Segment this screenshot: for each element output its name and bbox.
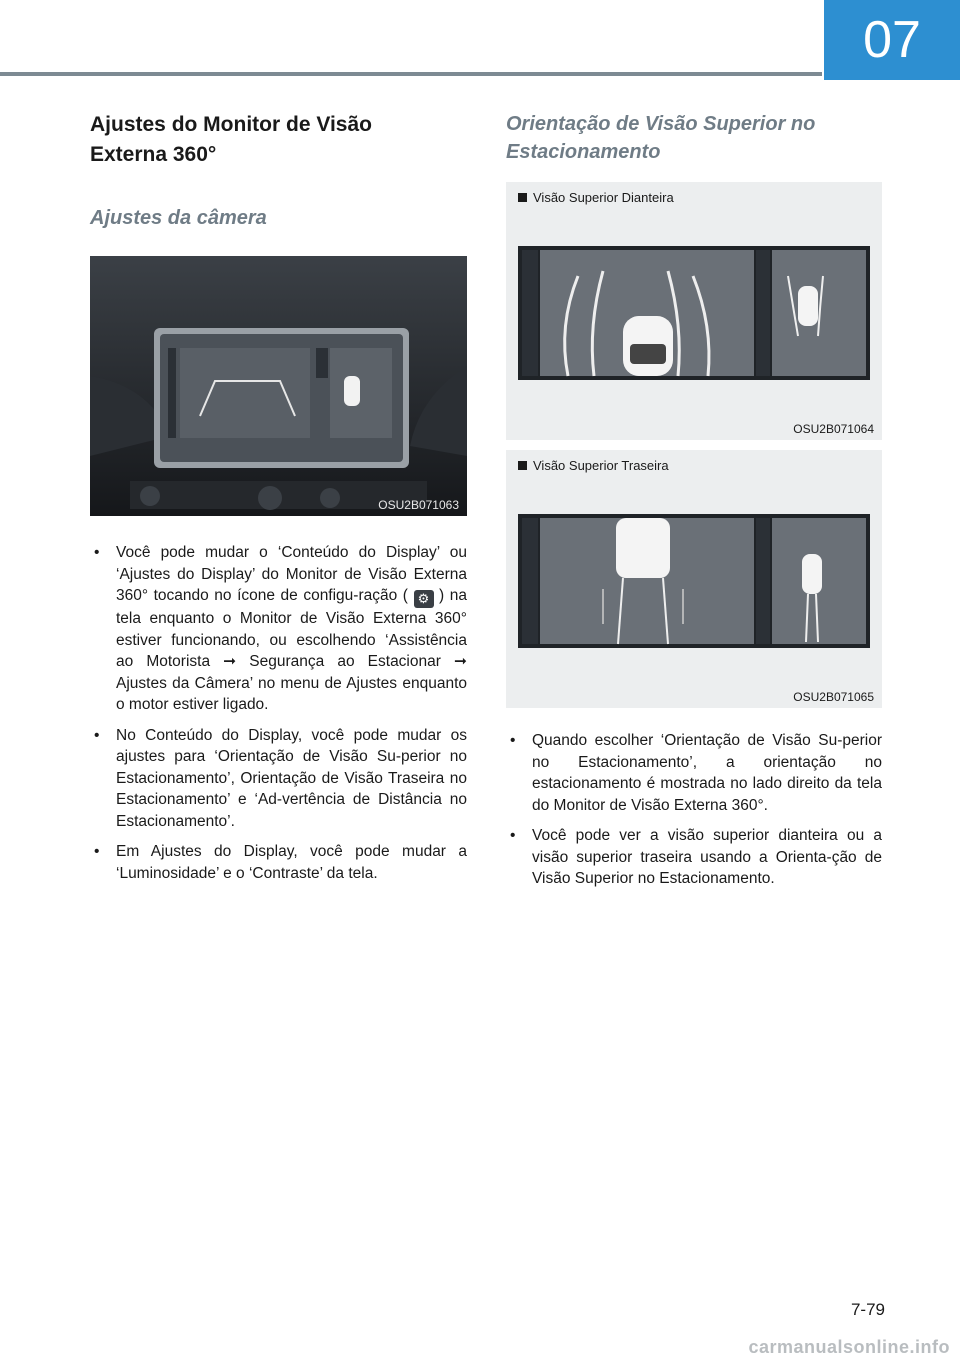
chapter-tab: [824, 0, 960, 80]
section-title: Ajustes do Monitor de Visão Externa 360°: [90, 113, 372, 166]
figure-code: OSU2B071064: [793, 422, 874, 436]
subsection-title: Orientação de Visão Superior no Estacionamento: [506, 113, 816, 163]
figure-code: OSU2B071065: [793, 690, 874, 704]
dashboard-display-illustration: [90, 256, 467, 516]
watermark: carmanualsonline.info: [748, 1337, 950, 1357]
list-item: • Em Ajustes do Display, você pode mudar a ‘Luminosidade’ e o ‘Contraste’ da tela.: [90, 841, 467, 884]
list-item: • Você pode ver a visão superior dianteira ou a visão superior traseira usando a Orienta-ção de Visão Superior no Estacionamento.: [506, 825, 882, 890]
list-item: • Quando escolher ‘Orientação de Visão Su-perior no Estacionamento’, a orientação no estacionamento é mostrada no lado direito da tela do Monitor de Visão Externa 360°.: [506, 730, 882, 816]
gear-icon: ⚙: [414, 590, 434, 608]
display-photo: [90, 256, 467, 516]
right-column: [506, 110, 882, 899]
list-item: • No Conteúdo do Display, você pode mudar os ajustes para ‘Orientação de Visão Su-perior no Estacionamento’, Orientação de Visão Traseira no Estacionamento’ e ‘Ad-vertência de Distância no Estacionamento’.: [90, 725, 467, 833]
figure-caption: Visão Superior Dianteira: [518, 190, 674, 205]
right-bullet-list: [506, 730, 882, 890]
square-bullet-icon: [518, 193, 527, 202]
rear-top-view-screen: [518, 514, 870, 648]
subsection-title: Ajustes da câmera: [90, 207, 267, 229]
chapter-number: 07: [863, 11, 921, 69]
list-item: • Você pode mudar o ‘Conteúdo do Display’ ou ‘Ajustes do Display’ do Monitor de Visão Externa 360° tocando no ícone de configu-ração ( ⚙ ) na tela enquanto o Monitor de Visão Externa 360° estiver funcionando, ou escolhendo ‘Assistência ao Motorista ➞ Segurança ao Estacionar ➞ Ajustes da Câmera’ no menu de Ajustes enquanto o motor estiver ligado.: [90, 542, 467, 716]
header-rule: [0, 72, 822, 76]
left-bullet-list: [90, 542, 467, 884]
front-top-view-screen: [518, 246, 870, 380]
figure-code: OSU2B071063: [378, 498, 459, 512]
figure-rear-top-view: [506, 450, 882, 708]
page-number: 7-79: [850, 1300, 885, 1319]
figure-front-top-view: [506, 182, 882, 440]
figure-caption: Visão Superior Traseira: [518, 458, 669, 473]
left-column: [90, 110, 467, 893]
square-bullet-icon: [518, 461, 527, 470]
